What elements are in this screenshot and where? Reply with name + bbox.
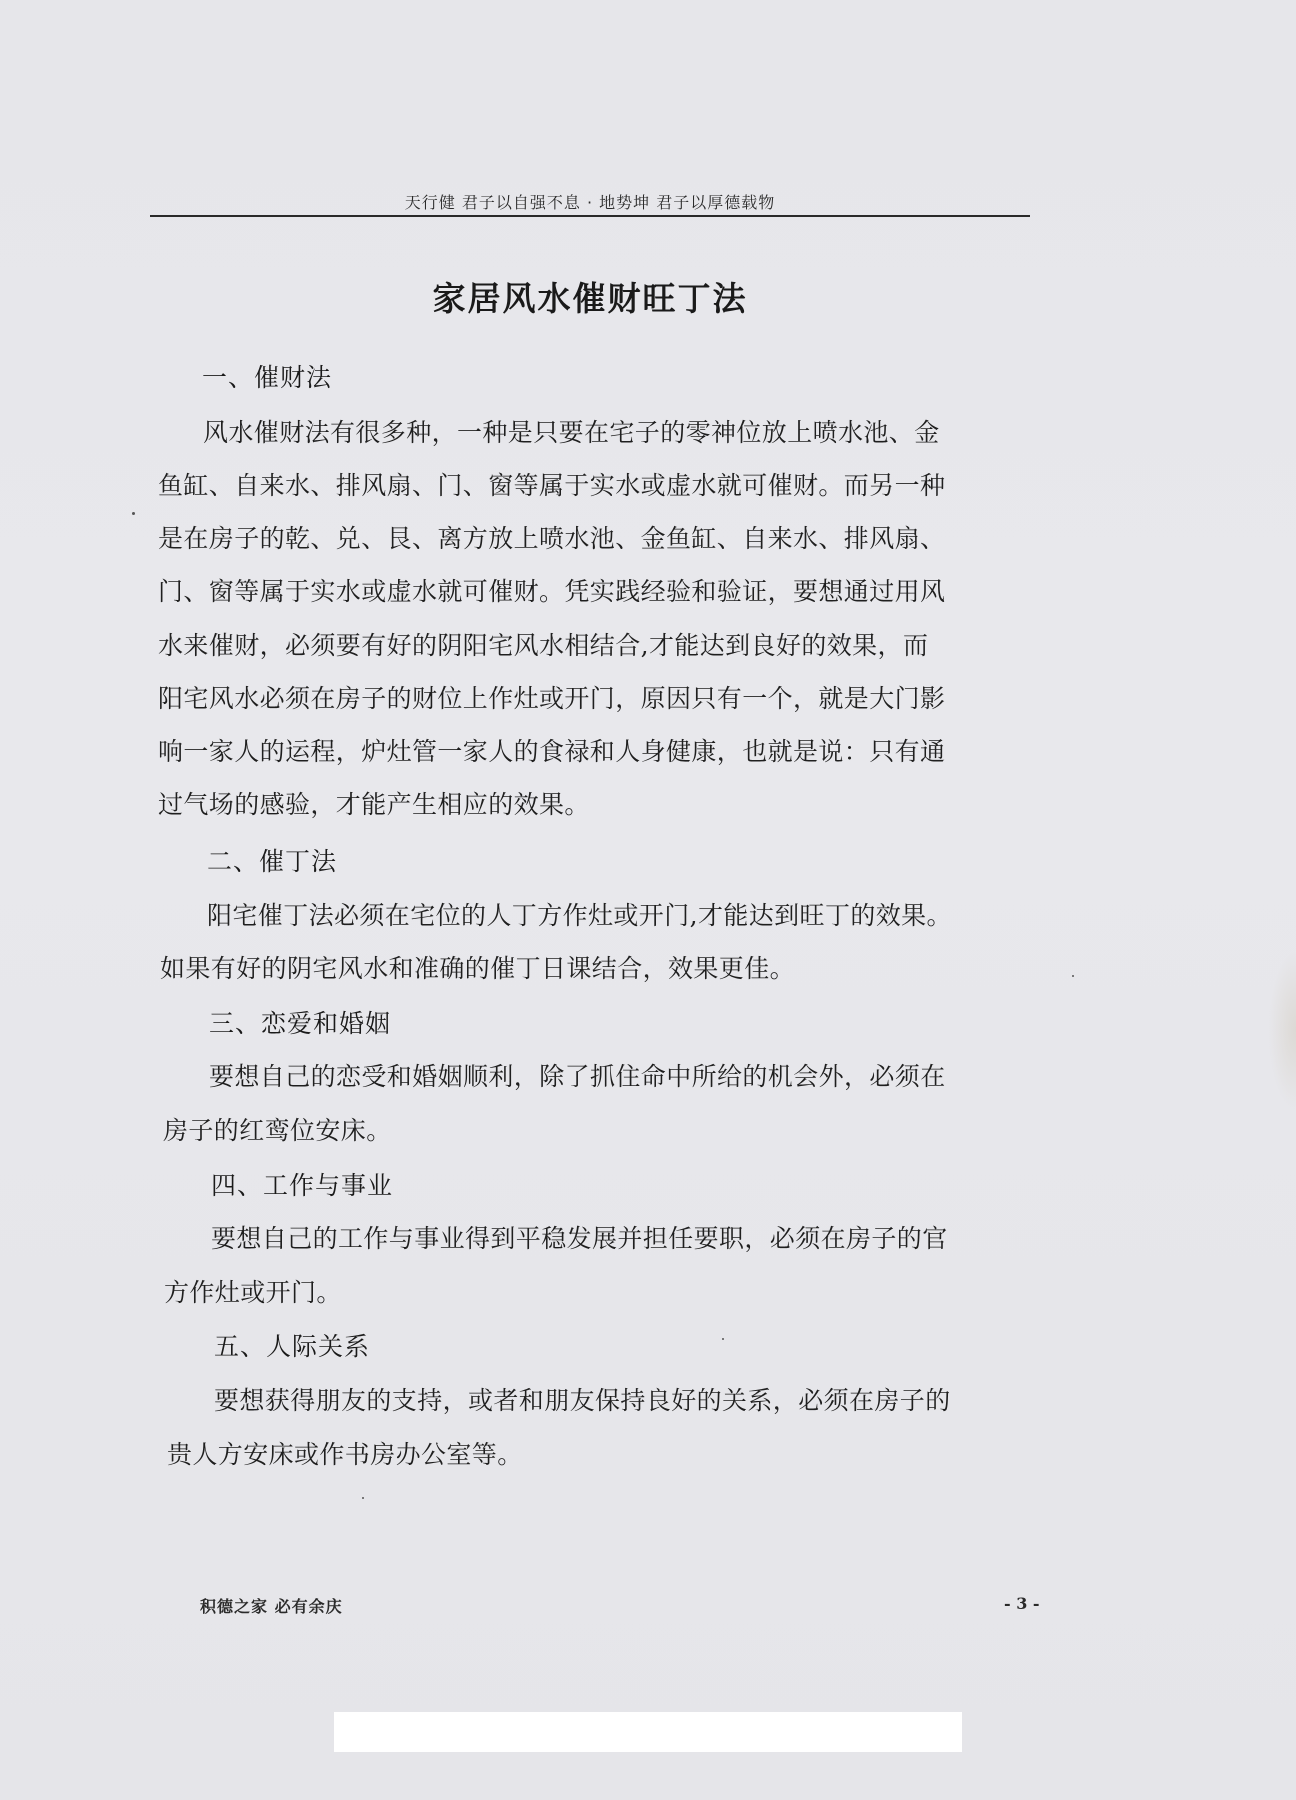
section-heading-1: 一、催财法 — [202, 363, 333, 392]
paper-stain — [1268, 950, 1296, 1110]
header-motto: 天行健 君子以自强不息 · 地势坤 君子以厚德载物 — [404, 193, 776, 212]
footer-motto: 积德之家 必有余庆 — [200, 1597, 343, 1616]
header-divider — [150, 215, 1030, 217]
section-1-line-1: 风水催财法有很多种，一种是只要在宅子的零神位放上喷水池、金 — [203, 418, 940, 447]
section-5-line-1: 要想获得朋友的支持，或者和朋友保持良好的关系，必须在房子的 — [214, 1386, 951, 1415]
scan-speck — [1072, 975, 1074, 977]
section-2-line-1: 阳宅催丁法必须在宅位的人丁方作灶或开门,才能达到旺丁的效果。 — [207, 901, 952, 930]
section-heading-3: 三、恋爱和婚姻 — [209, 1009, 392, 1038]
section-5-line-2: 贵人方安床或作书房办公室等。 — [167, 1440, 523, 1469]
section-4-line-1: 要想自己的工作与事业得到平稳发展并担任要职，必须在房子的官 — [211, 1224, 948, 1253]
scan-speck — [132, 512, 135, 515]
section-heading-4: 四、工作与事业 — [211, 1171, 394, 1200]
section-1-line-2: 鱼缸、自来水、排风扇、门、窗等属于实水或虚水就可催财。而另一种 — [158, 471, 946, 500]
section-2-line-2: 如果有好的阴宅风水和准确的催丁日课结合，效果更佳。 — [160, 954, 796, 983]
section-1-line-6: 阳宅风水必须在房子的财位上作灶或开门，原因只有一个，就是大门影 — [158, 684, 946, 713]
scan-speck — [722, 1338, 724, 1340]
section-heading-5: 五、人际关系 — [214, 1332, 371, 1361]
section-heading-2: 二、催丁法 — [207, 847, 338, 876]
section-1-line-5: 水来催财，必须要有好的阴阳宅风水相结合,才能达到良好的效果，而 — [158, 631, 929, 660]
section-1-line-8: 过气场的感验，才能产生相应的效果。 — [158, 790, 590, 819]
page-number: - 3 - — [1004, 1594, 1040, 1613]
redaction-bar — [334, 1712, 962, 1752]
scan-speck — [362, 1497, 364, 1499]
document-title: 家居风水催财旺丁法 — [432, 279, 748, 318]
section-1-line-7: 响一家人的运程，炉灶管一家人的食禄和人身健康，也就是说：只有通 — [158, 737, 946, 766]
section-4-line-2: 方作灶或开门。 — [164, 1278, 342, 1307]
section-3-line-2: 房子的红鸾位安床。 — [163, 1116, 392, 1145]
section-1-line-4: 门、窗等属于实水或虚水就可催财。凭实践经验和验证，要想通过用风 — [158, 577, 946, 606]
section-1-line-3: 是在房子的乾、兑、艮、离方放上喷水池、金鱼缸、自来水、排风扇、 — [158, 524, 946, 553]
section-3-line-1: 要想自己的恋受和婚姻顺利，除了抓住命中所给的机会外，必须在 — [209, 1062, 946, 1091]
